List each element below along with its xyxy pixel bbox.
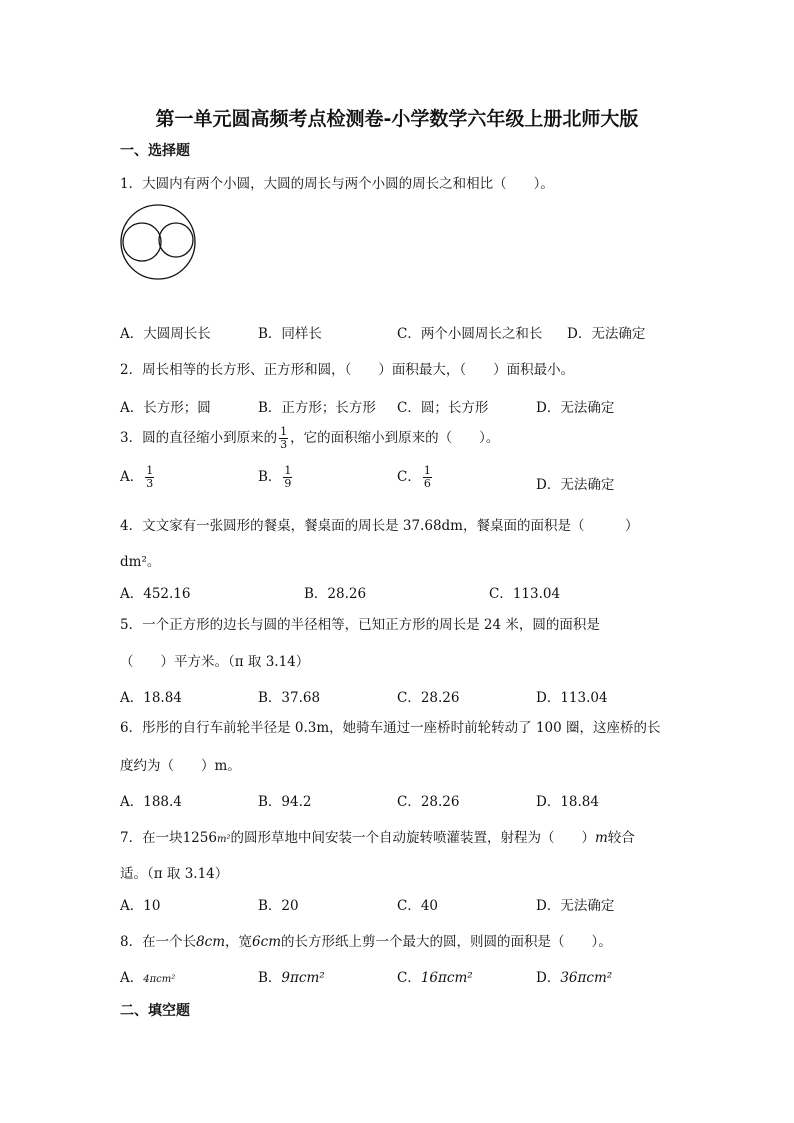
- q3-text-end: ，它的面积缩小到原来的（ ）。: [290, 430, 500, 447]
- q6-option-c[interactable]: C．28.26: [397, 794, 460, 810]
- q2-option-c[interactable]: C．圆；长方形: [397, 400, 489, 416]
- q1-option-a[interactable]: A．大圆周长长: [120, 326, 211, 342]
- question-5-text: 5．一个正方形的边长与圆的半径相等，已知正方形的周长是 24 米，圆的面积是: [120, 617, 600, 633]
- section-choice-heading: 一、选择题: [120, 143, 190, 159]
- q3-option-d[interactable]: D．无法确定: [536, 477, 615, 493]
- question-2-text: 2．周长相等的长方形、正方形和圆，（ ）面积最大，（ ）面积最小。: [120, 362, 575, 378]
- q6-option-d[interactable]: D．18.84: [536, 794, 599, 810]
- q1-option-c[interactable]: C．两个小圆周长之和长: [397, 326, 543, 342]
- q1-option-d[interactable]: D．无法确定: [567, 326, 646, 342]
- q3-option-b[interactable]: B． $\frac{1}{9}$: [258, 464, 292, 491]
- q8-option-d[interactable]: D．36πcm²: [536, 970, 613, 986]
- small-circle-right: [159, 223, 193, 257]
- question-6-text: 6．彤彤的自行车前轮半径是 0.3m，她骑车通过一座桥时前轮转动了 100 圈，这座桥的长: [120, 720, 661, 736]
- q2-option-b[interactable]: B．正方形；长方形: [258, 400, 376, 416]
- q1-option-b[interactable]: B．同样长: [258, 326, 322, 342]
- q2-option-d[interactable]: D．无法确定: [536, 400, 615, 416]
- q8-length: 8cm: [196, 934, 226, 950]
- question-7-text: 7．在一块1256m²的圆形草地中间安装一个自动旋转喷灌装置，射程为（ ）m较合: [120, 830, 635, 846]
- q8-option-b[interactable]: B．9πcm²: [258, 970, 325, 986]
- question-3-text: [120, 426, 499, 451]
- q6-option-b[interactable]: B．94.2: [258, 794, 312, 810]
- question-4-text-cont: dm²。: [120, 554, 161, 570]
- q7-unit-area: m²: [216, 834, 231, 845]
- q4-option-a[interactable]: A．452.16: [120, 586, 191, 602]
- question-5-text-cont: （ ）平方米。（π 取 3.14）: [120, 654, 310, 670]
- q4-option-c[interactable]: C．113.04: [489, 586, 561, 602]
- q3-option-c[interactable]: C． $\frac{1}{6}$: [397, 464, 431, 491]
- q3-fraction: $\frac{1}{3}$: [280, 425, 288, 452]
- q5-option-c[interactable]: C．28.26: [397, 690, 460, 706]
- q4-option-b[interactable]: B．28.26: [304, 586, 367, 602]
- small-circle-left: [123, 223, 161, 261]
- q5-option-b[interactable]: B．37.68: [258, 690, 321, 706]
- q8-option-c[interactable]: C．16πcm²: [397, 970, 473, 986]
- q8-width: 6cm: [252, 934, 281, 950]
- circles-figure: [119, 203, 199, 283]
- q7-option-b[interactable]: B．20: [258, 898, 299, 914]
- q7-option-d[interactable]: D．无法确定: [536, 898, 615, 914]
- q2-option-a[interactable]: A．长方形；圆: [120, 400, 211, 416]
- q7-option-c[interactable]: C．40: [397, 898, 439, 914]
- q7-unit-length: m: [594, 830, 608, 846]
- q7-option-a[interactable]: A．10: [120, 898, 161, 914]
- q8-option-a[interactable]: A．4πcm²: [120, 970, 176, 986]
- question-8-text: 8．在一个长8cm，宽6cm的长方形纸上剪一个最大的圆，则圆的面积是（ ）。: [120, 934, 612, 950]
- q3-text-start: 3．圆的直径缩小到原来的: [120, 430, 278, 447]
- q5-option-a[interactable]: A．18.84: [120, 690, 182, 706]
- q6-option-a[interactable]: A．188.4: [120, 794, 182, 810]
- section-fill-heading: 二、填空题: [120, 1003, 190, 1019]
- q3-option-a[interactable]: A． $\frac{1}{3}$: [120, 464, 154, 491]
- question-6-text-cont: 度约为（ ）m。: [120, 758, 241, 774]
- question-1-text: 1．大圆内有两个小圆，大圆的周长与两个小圆的周长之和相比（ ）。: [120, 176, 554, 192]
- question-7-text-cont: 适。（π 取 3.14）: [120, 866, 229, 882]
- big-circle: [121, 205, 195, 279]
- page-title: 第一单元圆高频考点检测卷-小学数学六年级上册北师大版: [155, 108, 639, 130]
- question-4-text: 4．文文家有一张圆形的餐桌，餐桌面的周长是 37.68dm，餐桌面的面积是（ ）: [120, 518, 639, 534]
- q5-option-d[interactable]: D．113.04: [536, 690, 608, 706]
